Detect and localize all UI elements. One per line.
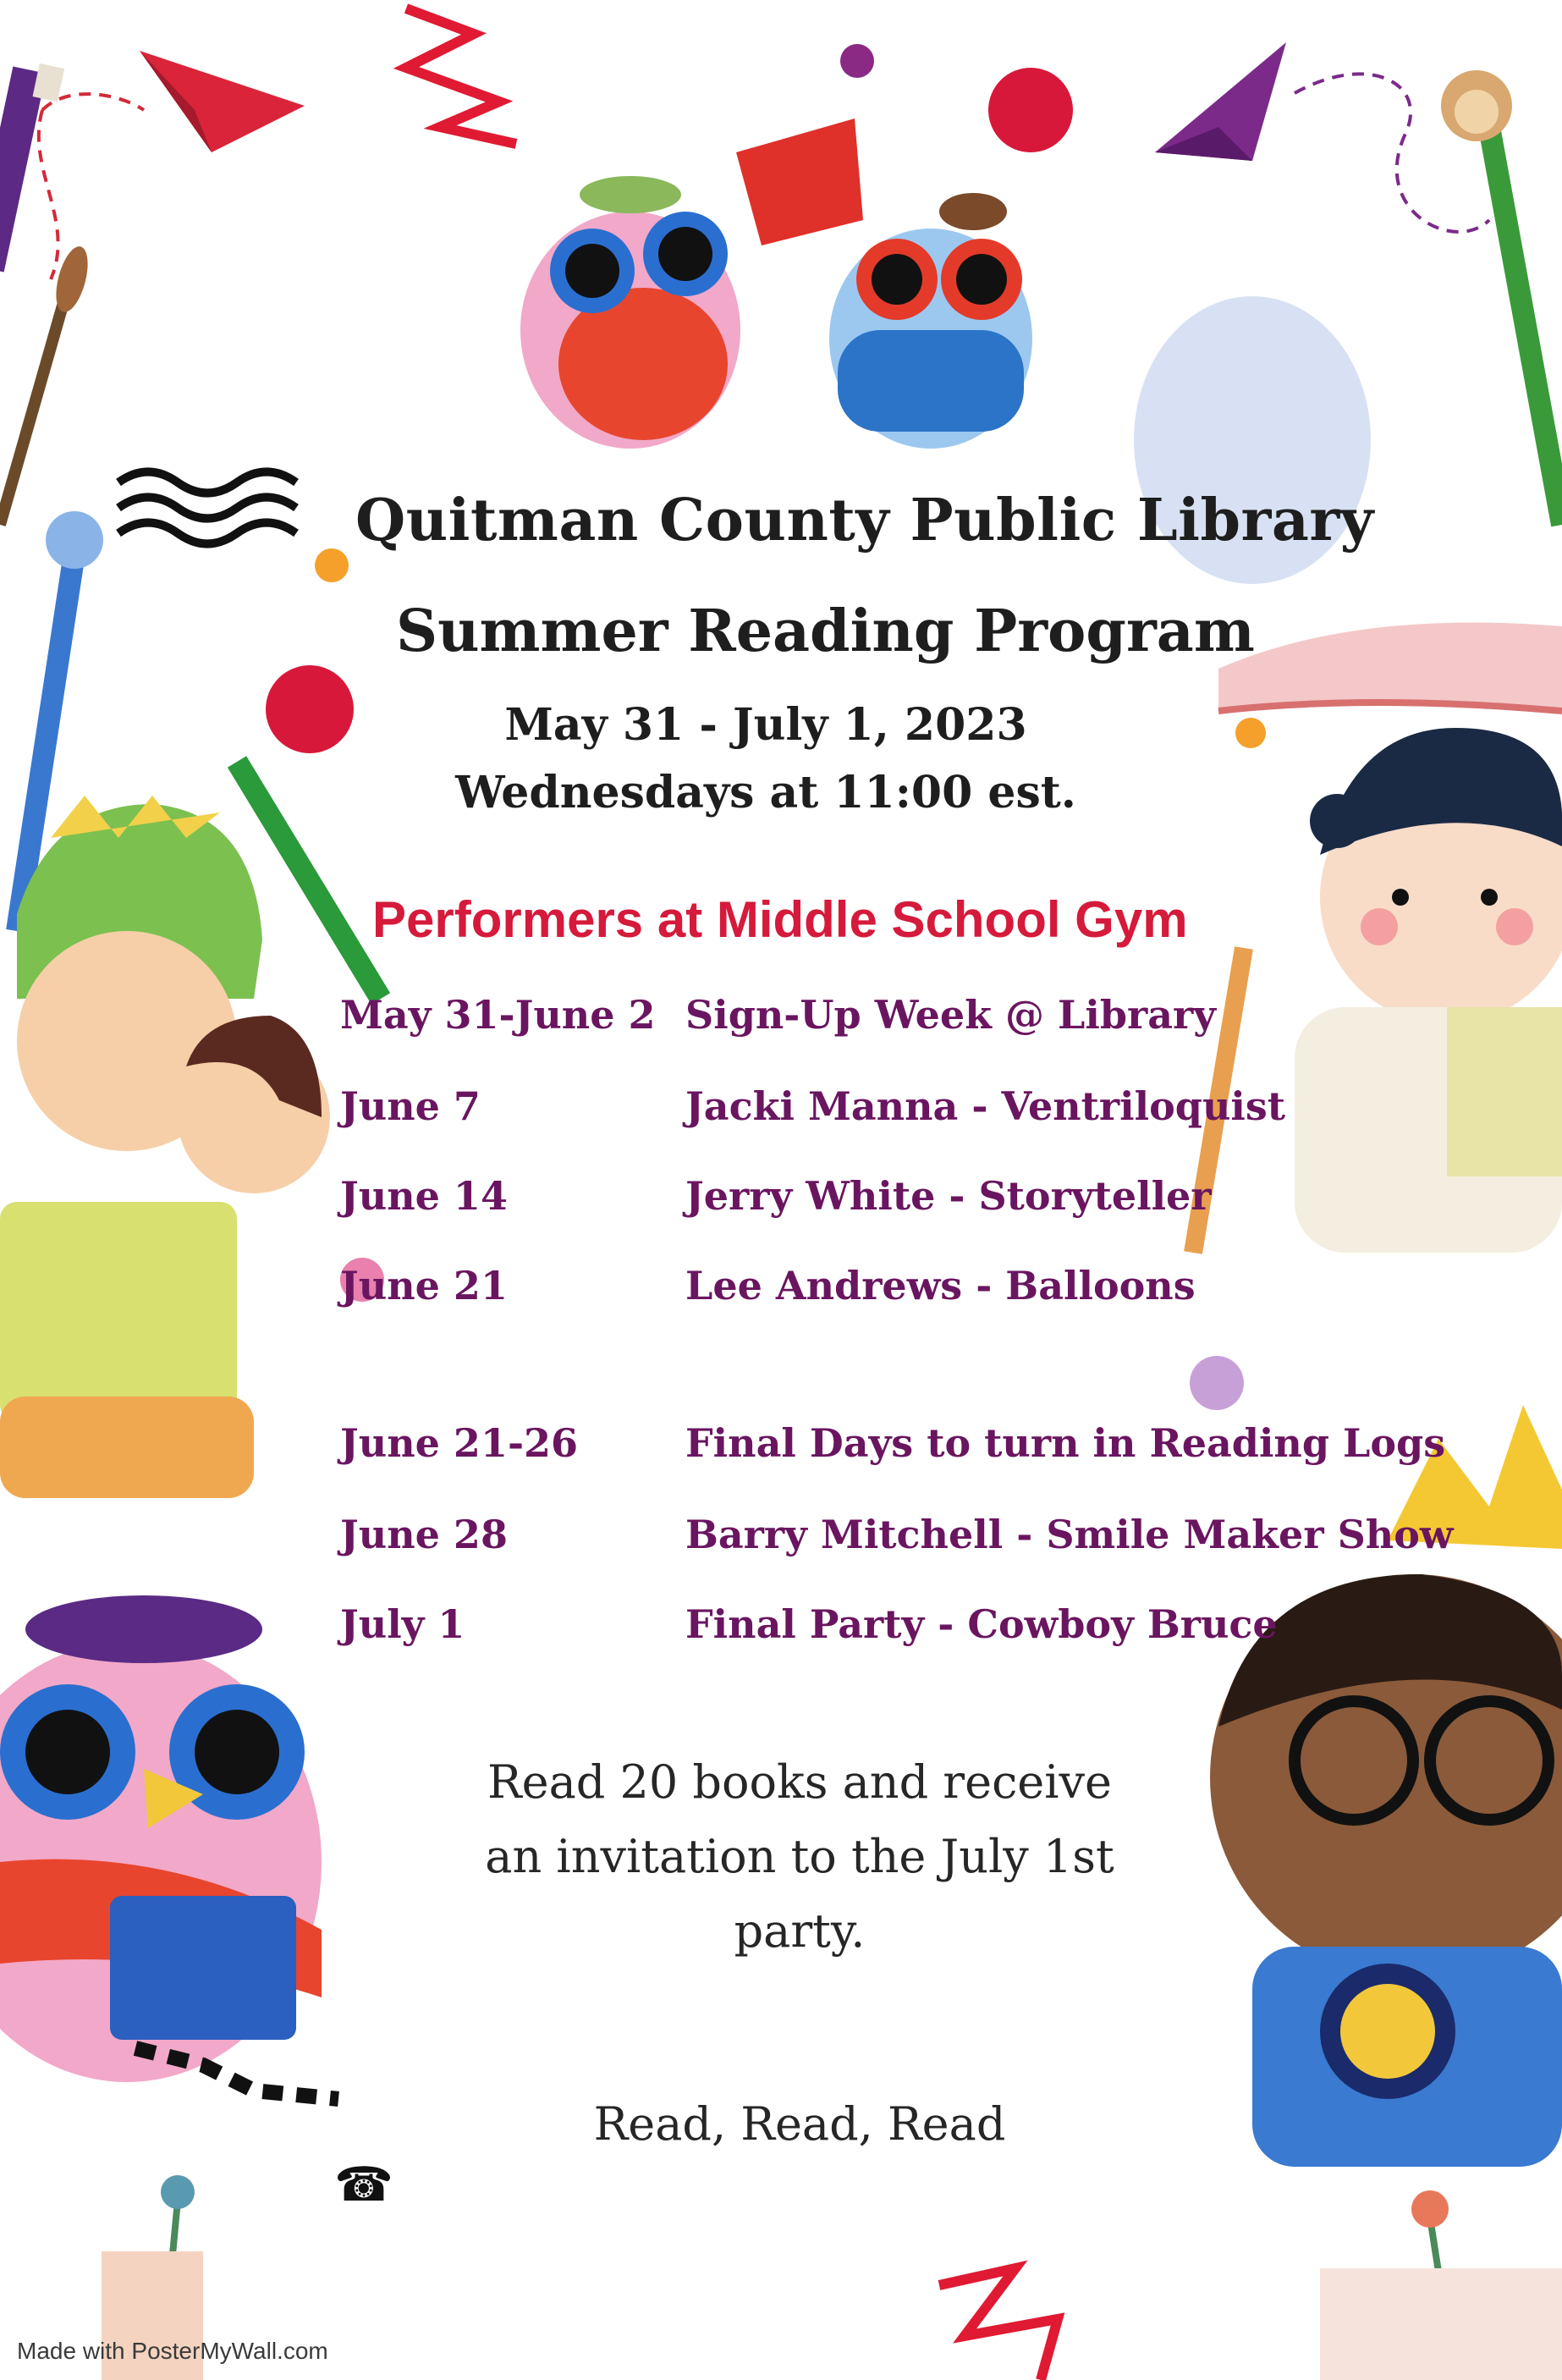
reading-goal-line-3: party. [734, 1904, 866, 1958]
kids-reading-illustration [0, 796, 330, 1498]
phone-icon: ☎ [334, 2157, 393, 2212]
program-weekly-time: Wednesdays at 11:00 est. [455, 767, 1076, 818]
owl-illustration-left [520, 118, 863, 449]
watermark: Made with PosterMyWall.com [17, 2338, 328, 2364]
schedule-event: Lee Andrews - Balloons [685, 1263, 1196, 1308]
schedule-event: Sign-Up Week @ Library [685, 992, 1217, 1038]
schedule-date: June 21-26 [340, 1420, 579, 1466]
schedule-event: Final Days to turn in Reading Logs [685, 1420, 1446, 1466]
monkey-pencil-illustration [1441, 70, 1562, 525]
schedule-date: July 1 [340, 1601, 465, 1647]
schedule-event: Jacki Manna - Ventriloquist [685, 1083, 1286, 1129]
red-dot [988, 68, 1073, 152]
schedule-event: Jerry White - Storyteller [685, 1173, 1212, 1219]
flowers-bottom-right [1320, 2190, 1562, 2380]
dashed-flight-path [39, 94, 144, 279]
performers-heading: Performers at Middle School Gym [372, 891, 1188, 948]
pencil-illustration-top-left [0, 63, 64, 273]
schedule-date: June 14 [340, 1173, 508, 1219]
paper-plane-red [140, 51, 305, 152]
paintbrush-illustration [0, 243, 94, 525]
schedule-date: June 21 [340, 1263, 508, 1308]
program-title: Summer Reading Program [396, 598, 1255, 665]
program-date-range: May 31 - July 1, 2023 [504, 699, 1027, 751]
schedule-date: May 31-June 2 [340, 992, 656, 1038]
zigzag-bottom [939, 2268, 1058, 2380]
schedule-date: June 7 [340, 1083, 481, 1129]
owl-illustration-right [829, 193, 1032, 449]
reading-goal-line-2: an invitation to the July 1st [485, 1830, 1114, 1883]
schedule-event: Barry Mitchell - Smile Maker Show [685, 1512, 1454, 1557]
open-book-illustration [1218, 623, 1562, 711]
schedule-date: June 28 [340, 1512, 508, 1557]
library-name: Quitman County Public Library [355, 487, 1374, 554]
paper-plane-purple [1155, 42, 1286, 161]
lavender-dot [1190, 1356, 1244, 1410]
purple-dot [840, 44, 874, 78]
reading-goal-line-1: Read 20 books and receive [487, 1755, 1113, 1809]
slogan: Read, Read, Read [593, 2097, 1006, 2151]
orange-dot [315, 548, 349, 582]
zigzag-top [406, 8, 516, 144]
schedule-event: Final Party - Cowboy Bruce [685, 1601, 1278, 1647]
wavy-lines-decoration [118, 472, 296, 544]
